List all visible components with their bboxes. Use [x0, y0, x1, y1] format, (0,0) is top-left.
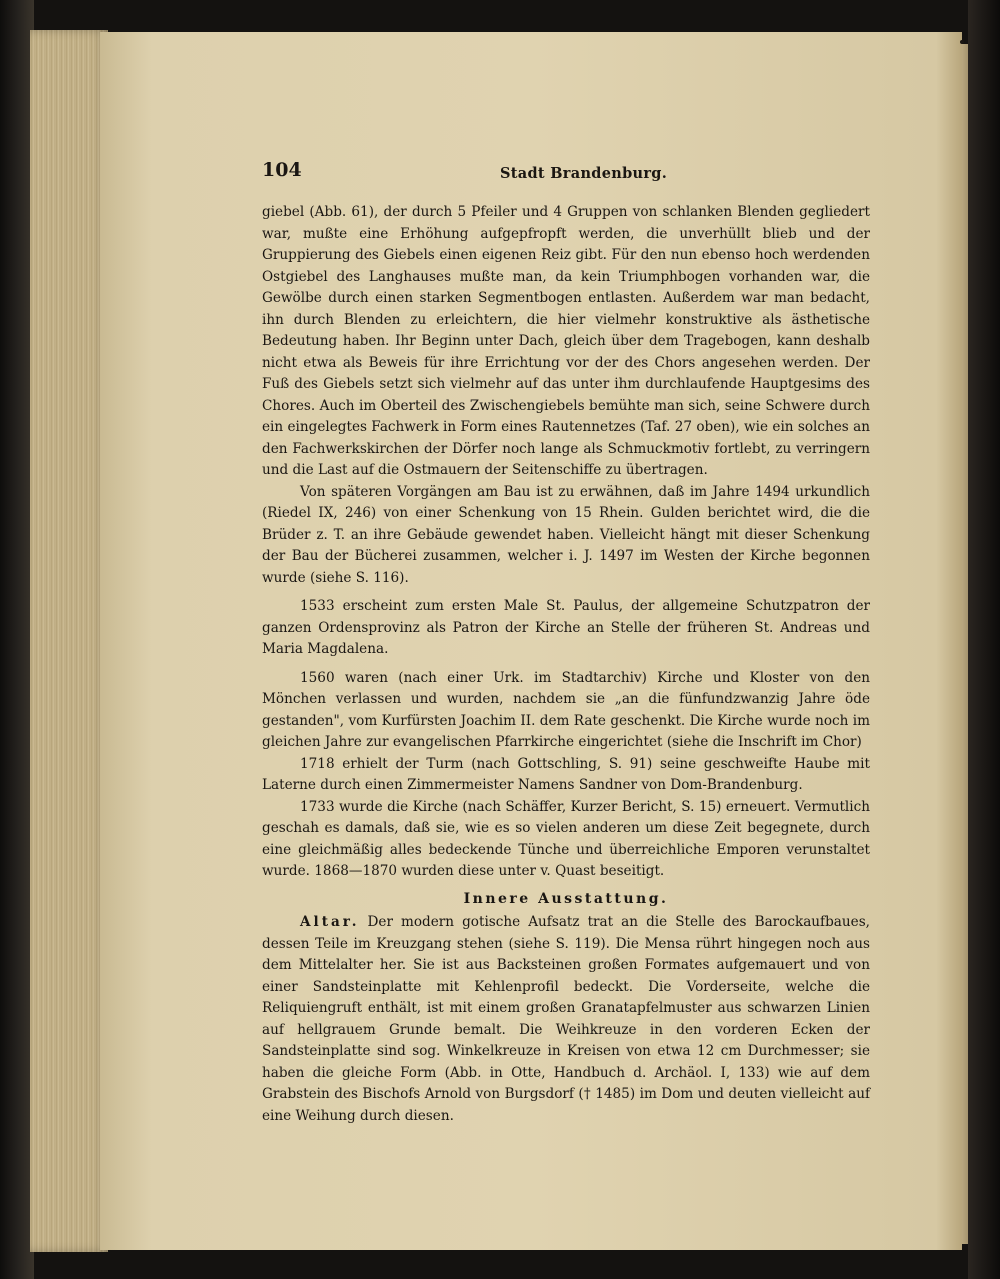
- page-content: [262, 160, 870, 1127]
- paragraph-continuation: giebel (Abb. 61), der durch 5 Pfeiler und 4 Gruppen von schlanken Blenden gegliedert war, mußte eine Erhöhung aufgepfropft werden, die unverhüllt blieb und der Gruppierung des Giebels einen eigenen Reiz gibt. Für den nun ebenso hoch werdenden Ostgiebel des Langhauses mußte man, da kein Triumphbogen vorhanden war, die Gewölbe durch einen starken Segmentbogen entlasten. Außerdem war man bedacht, ihn durch Blenden zu erleichtern, die hier vielmehr konstruktive als ästhetische Bedeutung haben. Ihr Beginn unter Dach, gleich über dem Tragebogen, kann deshalb nicht etwa als Beweis für ihre Errichtung vor der des Chors angesehen werden. Der Fuß des Giebels setzt sich vielmehr auf das unter ihm durchlaufende Hauptgesims des Chores. Auch im Oberteil des Zwischengiebels bemühte man sich, seine Schwere durch ein eingelegtes Fachwerk in Form eines Rautennetzes (Taf. 27 oben), wie ein solches an den Fachwerkskirchen der Dörfer noch lange als Schmuckmotiv fortlebt, zu verringern und die Last auf die Ostmauern der Seitenschiffe zu übertragen.: [262, 204, 870, 478]
- book-cover-right: [968, 0, 1000, 1279]
- paragraph-1733: 1733 wurde die Kirche (nach Schäffer, Kurzer Bericht, S. 15) erneuert. Vermutlich geschah es damals, daß sie, wie es so vielen anderen um diese Zeit begegnete, durch eine gleichmäßig alles bedeckende Tünche und überreichliche Emporen verunstaltet wurde. 1868—1870 wurden diese unter v. Quast beseitigt.: [262, 798, 870, 879]
- paragraph-altar: [262, 912, 870, 1127]
- section-heading: Innere Ausstattung.: [463, 890, 669, 907]
- paragraph-later-events: Von späteren Vorgängen am Bau ist zu erwähnen, daß im Jahre 1494 urkundlich (Riedel IX, 246) von einer Schenkung von 15 Rhein. Gulden berichtet wird, die die Brüder z. T. an ihre Gebäude gewendet haben. Vielleicht hängt mit dieser Schenkung der Bau der Bücherei zusammen, welcher i. J. 1497 im Westen der Kirche begonnen wurde (siehe S. 116).: [262, 483, 870, 586]
- page-number: 104: [262, 159, 302, 181]
- altar-lead-word: Altar.: [300, 914, 360, 930]
- book-cover-left: [0, 0, 34, 1279]
- page-mark: [960, 40, 964, 44]
- running-title: Stadt Brandenburg.: [500, 165, 668, 182]
- paragraph-1560: 1560 waren (nach einer Urk. im Stadtarchiv) Kirche und Kloster von den Mönchen verlassen und wurden, nachdem sie „an die fünfundzwanzig Jahre öde gestanden", vom Kurfürsten Joachim II. dem Rate geschenkt. Die Kirche wurde noch im gleichen Jahre zur evangelischen Pfarrkirche eingerichtet (siehe die Inschrift im Chor): [262, 669, 870, 750]
- paragraph-1718: 1718 erhielt der Turm (nach Gottschling, S. 91) seine geschweifte Haube mit Laterne durch einen Zimmermeister Namens Sandner von Dom-Brandenburg.: [262, 755, 870, 793]
- page-header: [262, 160, 870, 190]
- page-edges: [30, 30, 108, 1252]
- altar-text: Der modern gotische Aufsatz trat an die Stelle des Barockaufbaues, dessen Teile im Kreuzgang stehen (siehe S. 119). Die Mensa rührt hingegen noch aus dem Mittelalter her. Sie ist aus Backsteinen großen Formates aufgemauert und von einer Sandsteinplatte mit Kehlenprofil bedeckt. Die Vorderseite, welche die Reliquiengruft enthält, ist mit einem großen Granatapfelmuster aus schwarzen Linien auf hellgrauem Grunde bemalt. Die Weihkreuze in den vorderen Ecken der Sandsteinplatte sind sog. Winkelkreuze in Kreisen von etwa 12 cm Durchmesser; sie haben die gleiche Form (Abb. in Otte, Handbuch d. Archäol. I, 133) wie auf dem Grabstein des Bischofs Arnold von Burgsdorf († 1485) im Dom und deuten vielleicht auf eine Weihung durch diesen.: [262, 914, 870, 1124]
- paragraph-1533: 1533 erscheint zum ersten Male St. Paulus, der allgemeine Schutzpatron der ganzen Ordensprovinz als Patron der Kirche an Stelle der früheren St. Andreas und Maria Magdalena.: [262, 598, 870, 657]
